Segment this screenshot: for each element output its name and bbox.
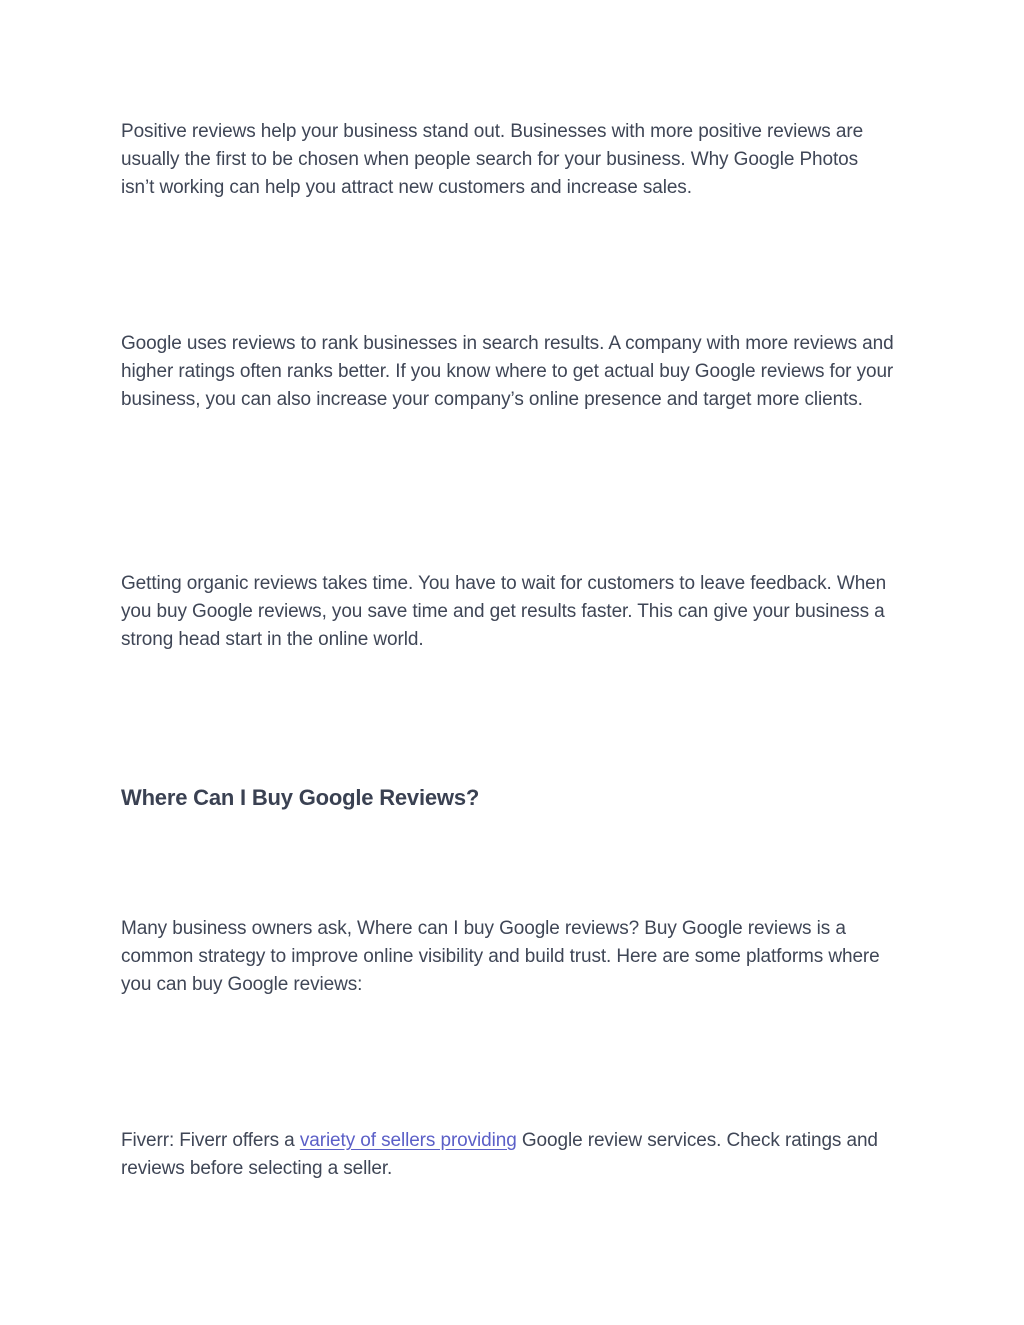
paragraph-positive-reviews: Positive reviews help your business stand out. Businesses with more positive reviews are usually the first to be chosen when people search for your business. Why Google Photos isn’t working can help you attract new customers and increase sales. (121, 121, 864, 198)
fiverr-text-after-link: Google review services. Check ratings and reviews before selecting a seller. (121, 1130, 878, 1179)
paragraph-organic-reviews: Getting organic reviews takes time. You have to wait for customers to leave feedback. When you buy Google reviews, you save time and get results faster. This can give your business a strong head start in the online world. (121, 573, 887, 650)
variety-of-sellers-link[interactable]: variety of sellers providing (299, 1130, 517, 1151)
paragraph-google-ranking: Google uses reviews to rank businesses in search results. A company with more reviews and higher ratings often ranks better. If you know where to get actual buy Google reviews for your business, you can also increase your company’s online presence and target more clients. (121, 333, 894, 410)
section-heading: Where Can I Buy Google Reviews? (121, 785, 480, 810)
fiverr-text-before-link: Fiverr: Fiverr offers a (121, 1130, 300, 1151)
paragraph-where-to-buy: Many business owners ask, Where can I buy Google reviews? Buy Google reviews is a common strategy to improve online visibility and build trust. Here are some platforms where you can buy Google reviews: (121, 918, 880, 995)
paragraph-fiverr (121, 1127, 896, 1183)
